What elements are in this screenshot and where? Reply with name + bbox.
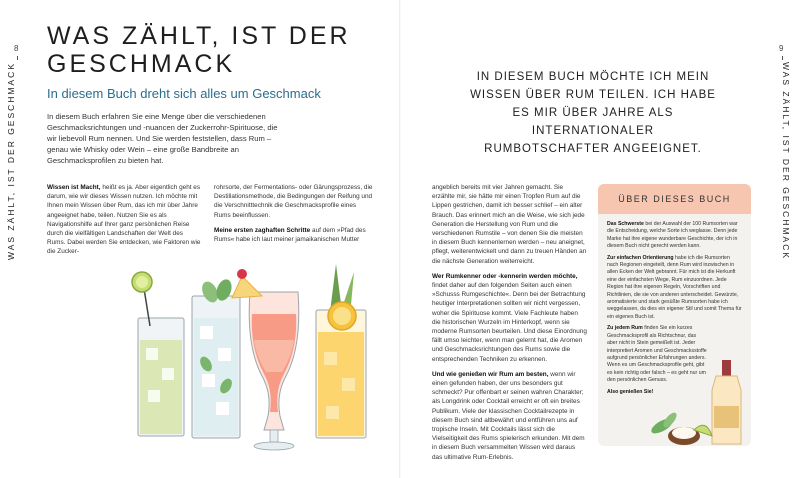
- box-p3: finden Sie ein kurzes Geschmacksprofil als Richtschnur, das aber nicht in Stein gemeißelt ist. Jeder interpretiert Aromen und Geschmacksstoffe aufgrund persönlicher Erfahrungen anders. Wenn es um Geschmacksprofile geht, gibt es kein richtig oder falsch – es geht nur um den persönlichen Genuss.: [607, 325, 707, 384]
- info-box-body: [598, 214, 751, 407]
- text-column-2: [214, 183, 374, 250]
- pull-quote: IN DIESEM BUCH MÖCHTE ICH MEIN WISSEN ÜBER RUM TEILEN. ICH HABE ES MIR ÜBER JAHRE ALS INTERNATIONALER RUMBOTSCHAFTER ANGEEIGNET.: [470, 71, 716, 155]
- col2-lead: Meine ersten zaghaften Schritte: [214, 226, 311, 234]
- text-column-1: [47, 183, 202, 263]
- box-p3-lead: Zu jedem Rum: [607, 325, 643, 332]
- hurricane-glass-icon: [232, 269, 299, 450]
- col1-text: heißt es ja. Aber eigentlich geht es darum, wie wir dieses Wissen nutzen. Ich möchte mit Ihnen mein Wissen über Rum, das ich mir über Jahre angeeignet habe, teilen. Nutzen Sie es als Navigationshilfe auf Ihrer ganz persönlichen Reise durch die vielfältigen Landschaften der Welt des Rums. Dabei werden Sie entdecken, wie Faktoren wie die Zucker-: [47, 184, 201, 256]
- highball-glass-icon: [192, 277, 240, 438]
- collins-glass-icon: [316, 264, 366, 438]
- col3-p1: angeblich bereits mit vier Jahren gemacht. Sie erzählte mir, sie hätte mir einen Tropfen Rum auf die Lippen gestrichen, damit ich besser schlief – ein alter Brauch. Das erinnert mich an die Weise, wie sich jede Generation die Herstellung von Rum und die verschiedenen Rumstile – von denen Sie die meisten in diesem Buch kennenlernen werden – neu aneignet, pflegt, weiterentwickelt und dann zu treuen Händen an die nächste Generation weiterreicht.: [432, 184, 587, 265]
- box-closing: Also genießen Sie!: [607, 388, 654, 395]
- box-p2: habe ich die Rumsorten nach Regionen eingeteilt, denn Rum wird inzwischen in allen Ecken der Welt gebrannt. Für mich ist die Herkunft eine der einfachsten Wege, Rum einzuordnen. Jede Region hat ihre eigenen Regeln, Vorschriften und Richtlinien, die sie von anderen unterscheidet. Gewürzte, aromatisierte und stark gesüßte Rumsorten habe ich weggelassen, da dies ein eigener Stil und somit Thema für ein eigenes Buch ist.: [607, 254, 742, 320]
- col3-p3-lead: Und wie genießen wir Rum am besten,: [432, 370, 549, 378]
- page-number-right: 9: [779, 44, 784, 53]
- page-number-left: 8: [14, 44, 19, 53]
- running-head-rule-left: [17, 56, 18, 60]
- page-title: WAS ZÄHLT, IST DER GESCHMACK: [47, 22, 351, 78]
- info-box-title: ÜBER DIESES BUCH: [598, 184, 751, 214]
- intro-paragraph: In diesem Buch erfahren Sie eine Menge über die verschiedenen Geschmacksrichtungen und -nuancen der Zuckerrohr-Spirituose, die wir liebevoll Rum nennen. Und Sie werden feststellen, dass Rum – genau wie Whisky oder Wein – eine große Bandbreite an Geschmacksprofilen zu bieten hat.: [47, 112, 278, 165]
- page-gutter: [399, 0, 401, 478]
- info-box: [598, 184, 751, 446]
- text-column-3: [432, 183, 587, 468]
- box-p2-lead: Zur einfachen Orientierung: [607, 254, 674, 261]
- box-p1: bei der Auswahl der 100 Rumsorten war die Entscheidung, welche Sorte ich weglasse. Denn jede Marke hat ihre eigene wunderbare Geschichte, der ich in diesem Buch nicht gerecht werden kann.: [607, 221, 738, 250]
- box-p1-lead: Das Schwerste: [607, 221, 644, 227]
- col3-p2-lead: Wer Rumkenner oder -kennerin werden möchte,: [432, 272, 578, 280]
- col2-text2: auf dem »Pfad des Rums« habe ich laut meiner jamaikanischen Mutter: [214, 226, 366, 244]
- col3-p3: wenn wir einen gefunden haben, der uns besonders gut schmeckt? Pur offenbart er seinen wahren Charakter; als Longdrink oder Cocktail erreicht er oft ein breites Publikum. Viele der klassischen Cocktailrezepte in diesem Buch sind altbewährt und entführen uns auf tropische Inseln. Mit Cocktails lässt sich die Vielseitigkeit des Rums spielerisch erkunden. Mit dem in diesem Buch versammelten Wissen wird daraus das ultimative Rum-Erlebnis.: [432, 370, 585, 461]
- page-subtitle: In diesem Buch dreht sich alles um Geschmack: [47, 86, 321, 101]
- cocktail-glasses-illustration: [130, 256, 375, 452]
- col1-lead: Wissen ist Macht,: [47, 184, 101, 191]
- col2-text: rohrsorte, der Fermentations- oder Gärungsprozess, die Destillationsmethode, die Bedingungen der Reifung und die Verschnitttechnik die Geschmacksprofile eines Rums beeinflussen.: [214, 184, 373, 219]
- tumbler-glass-icon: [132, 272, 184, 436]
- running-head-rule-right: [782, 56, 783, 60]
- col3-p2: findet daher auf den folgenden Seiten auch einen »Schusss Rumgeschichte«. Denn bei der Betrachtung heutiger Interpretationen sollten wir nicht vergessen, woher die Spirituose kommt. Viele Fachleute haben die historischen Wurzeln im Hinterkopf, wenn sie moderne Rumsorten beurteilen. Und diese Einordnung fällt umso leichter, wenn man gelernt hat, die Aromen und Geschmacksrichtungen des Rums sowie die entsprechenden Techniken zu erkennen.: [432, 282, 587, 363]
- running-head-right: WAS ZÄHLT, IST DER GESCHMACK: [781, 62, 791, 261]
- running-head-left: WAS ZÄHLT, IST DER GESCHMACK: [6, 62, 16, 261]
